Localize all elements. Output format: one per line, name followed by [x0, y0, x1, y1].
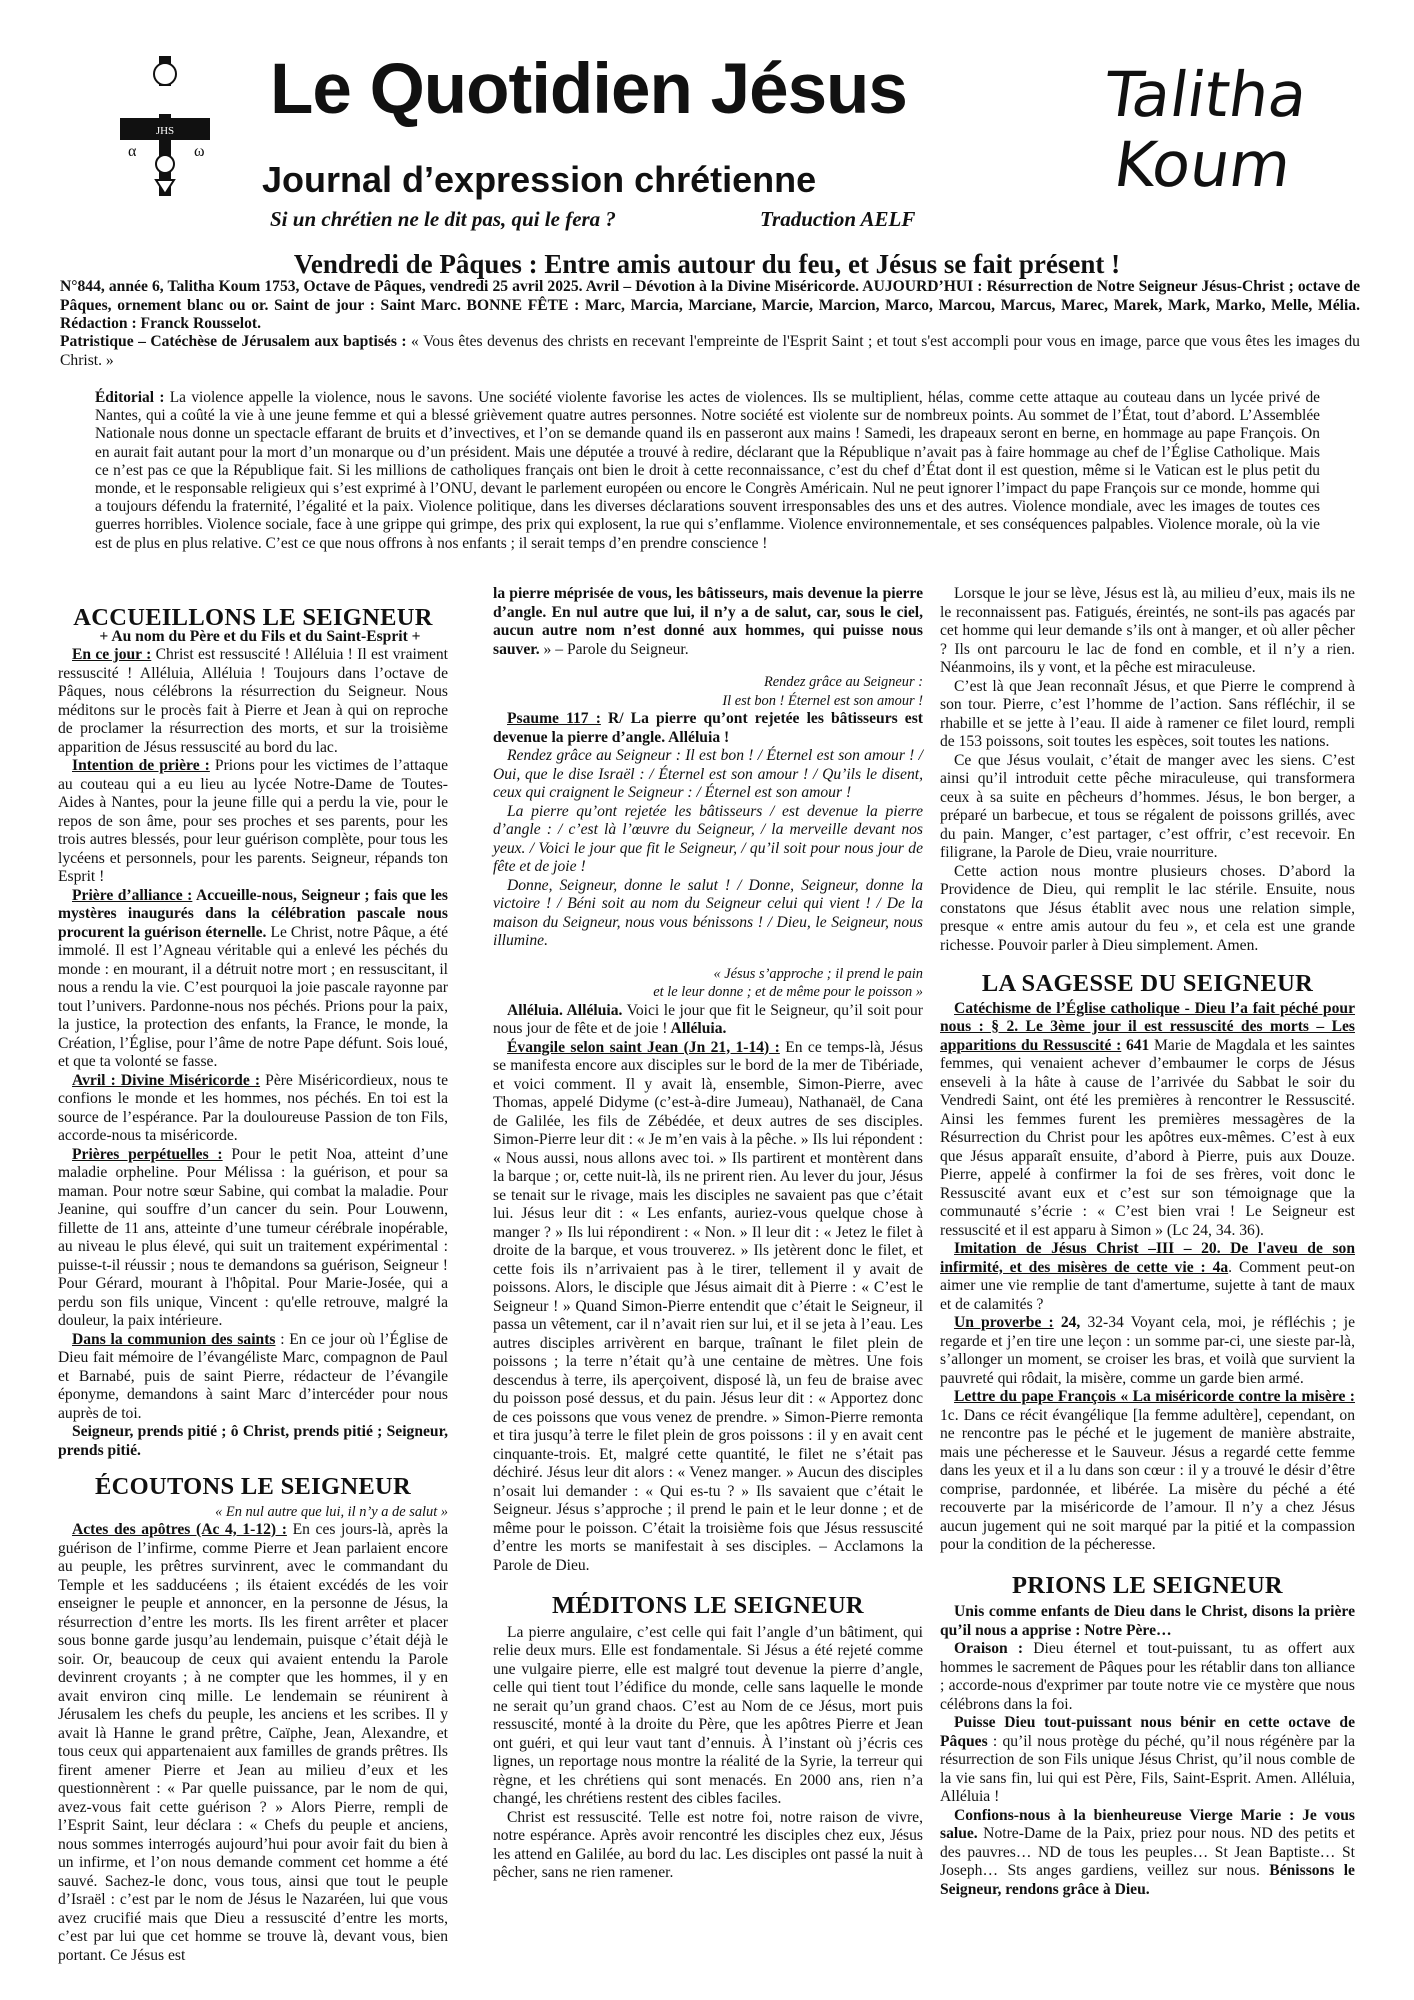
evangile-text: En ce temps-là, Jésus se manifesta encore aux disciples sur le bord de la mer de Tibériade, et voici comment. Il y avait là, ensemble, Simon-Pierre, avec Thomas, appelé Didyme (c’est-à-dire Jumeau), Nathanaël, de Cana de Galilée, les fils de Zébédée, et deux autres de ses disciples. Simon-Pierre leur dit : « Je m’en vais à la pêche. » Ils lui répondent : « Nous aussi, nous allons avec toi. » Ils partirent et montèrent dans la barque ; or, cette nuit-là, ils ne prirent rien. Au lever du jour, Jésus se tenait sur le rivage, mais les disciples ne savaient pas que c’était lui. Jésus leur dit : « Les enfants, auriez-vous quelque chose à manger ? » Ils lui répondirent : « Non. » Il leur dit : « Jetez le filet à droite de la barque, et vous trouverez. » Ils jetèrent donc le filet, et cette fois ils n’arrivaient pas à le tirer, tellement il y avait de poissons. Alors, le disciple que Jésus aimait dit à Pierre : « C’est le Seigneur ! » Quand Simon-Pierre entendit que c’était le Seigneur, il passa un vêtement, car il n’avait rien sur lui, et il se jeta à l’eau. Les autres disciples arrivèrent en barque, traînant le filet plein de poissons ; la terre n’était qu’à une centaine de mètres. Une fois descendus à terre, ils aperçoivent, disposé là, un feu de braise avec du poisson posé dessus, et du pain. Jésus leur dit : « Apportez donc de ces poissons que vous venez de prendre. » Simon-Pierre remonta et tira jusqu’à terre le filet plein de gros poissons : il y en avait cent cinquante-trois. Et, malgré cette quantité, le filet ne s’était pas déchiré. Jésus leur dit alors : « Venez manger. » Aucun des disciples n’osait lui demander : « Qui es-tu ? » Ils savaient que c’était le Seigneur. Jésus s’approche ; il prend le pain et le leur donne ; et de même pour le poisson. C’était la troisième fois que Jésus ressuscité d’entre les morts se manifestait à ses disciples. – Acclamons la Parole de Dieu.: [493, 1038, 923, 1574]
perp-label: Prières perpétuelles :: [72, 1145, 223, 1163]
alliance: [58, 887, 448, 1072]
lettre-pape: [940, 1388, 1355, 1555]
alleluia: [493, 1002, 923, 1039]
medite-p2: Christ est ressuscité. Telle est notre foi, notre raison de vivre, notre espérance. Après avoir rencontré les disciples chez eux, Jésus les attend en Galilée, au bord du lac. Les disciples ont passé la nuit à pêcher, sans ne rien ramener.: [493, 1808, 923, 1881]
heading-meditons: MÉDITONS LE SEIGNEUR: [552, 1592, 864, 1619]
psaume-verse-2: La pierre qu’ont rejetée les bâtisseurs / est devenue la pierre d’angle : / c’est là l’œuvre du Seigneur, / la merveille devant nos yeux. / Voici le jour que fit le Seigneur, / qu’il soit pour nous jour de fête et de joie !: [493, 802, 923, 875]
proverbe-text: 32-34 Voyant cela, moi, je réfléchis ; je regarde et j’en tire une leçon : un somme par-ci, une sieste par-là, s’allonger un moment, se croiser les bras, et voilà que survient la pauvreté qui rôdait, la misère, comme un garde bien armé.: [940, 1314, 1356, 1387]
actes-end-bold: la pierre méprisée de vous, les bâtisseurs, mais devenue la pierre d’angle. En nul autre que lui, il n’y a de salut, car, sous le ciel, aucun autre nom n’est donné aux hommes, qui puisse nous sauver.: [493, 585, 923, 658]
psaume-quote-2: Il est bon ! Éternel est son amour !: [722, 692, 923, 709]
cross-logo: [120, 56, 210, 196]
en-ce-jour-label: En ce jour :: [72, 646, 152, 663]
oraison-text: Dieu éternel et tout-puissant, tu as offert aux hommes le sacrement de Pâques pour les rétablir dans ton alliance ; accorde-nous d'exprimer par toute notre vie ce mystère que nous célébrons dans la foi.: [940, 1640, 1355, 1713]
communion-label: Dans la communion des saints: [72, 1330, 276, 1348]
intention: [58, 757, 448, 887]
lettre-pape-text: 1c. Dans ce récit évangélique [la femme adultère], cependant, on ne rencontre pas le péché et le jugement de manière abstraite, mais une pécheresse et le Sauveur. Jésus a regardé cette femme dans les yeux et il a lu dans son cœur : il y a trouvé le désir d’être comprise, pardonnée, et libérée. La misère du péché a été recouverte par la miséricorde de l’amour. Il n’y a chez Jésus aucun jugement qui ne soit marqué par la pitié et la compassion pour la condition de la pécheresse.: [940, 1406, 1355, 1553]
litanie: Seigneur, prends pitié ; ô Christ, prends pitié ; Seigneur, prends pitié.: [58, 1423, 448, 1459]
invocation: + Au nom du Père et du Fils et du Saint-Esprit +: [99, 627, 421, 645]
column-1: [58, 585, 448, 1965]
evangile-quote-1: « Jésus s’approche ; il prend le pain: [713, 965, 923, 982]
evangile: [493, 1039, 923, 1576]
actes-label: Actes des apôtres (Ac 4, 1-12) :: [72, 1521, 287, 1538]
editorial-text: La violence appelle la violence, nous le savons. Une société violente favorise les actes de violences. Ils se multiplient, hélas, comme cette attaque au couteau dans un lycée privé de Nantes, qui a coûté la vie à une jeune femme et qui a blessé grièvement quatre autres personnes. Notre société est violente sur de nombreux points. Au sommet de l’État, tout d’abord. L’Assemblée Nationale nous donne un spectacle effarant de bruits et d’invectives, et l’on se demande quand ils en passeront aux mains ! Samedi, les drapeaux seront en berne, en hommage au pape François. On en aurait fait autant pour la mort d’un monarque ou d’un président. Mais une députée a trouvé à redire, déclarant que la République n’avait pas à faire hommage au chef de l’Église Catholique. Mais ce n’est pas ce que la République fait. Si les millions de catholiques français ont bien le droit à cette reconnaissance, c’est du chef d’État dont il est question, même si le Vatican est le plus petit du monde, et le responsable religieux qui s’est exprimé à l’ONU, devant le parlement européen ou encore le Congrès Américain. Nul ne peut ignorer l’impact du pape François sur ce monde, homme qui a toujours défendu la fraternité, l’égalité et la paix. Violence politique, dans les diverses déclarations souvent irresponsables des uns et des autres. Violence mondiale, avec les images de toutes ces guerres horribles. Violence sociale, face à une grippe qui grimpe, des prix qui explosent, la rue qui s’enflamme. Violence environnementale, et ses conséquences palpables. Violence morale, où la vie est de plus en plus relative. C’est ce que nous offrons à nos enfants ; il serait temps d’en prendre conscience !: [95, 389, 1321, 552]
actes-text: En ces jours-là, après la guérison de l’infirme, comme Pierre et Jean parlaient encore au peuple, les prêtres survinrent, avec le commandant du Temple et les sadducéens ; ils étaient excédés de les voir enseigner le peuple et annoncer, en la personne de Jésus, la résurrection d’entre les morts. Ils les firent arrêter et placer sous bonne garde jusqu’au lendemain, puisque c’était déjà le soir. Or, beaucoup de ceux qui avaient entendu la Parole devinrent croyants ; à ne compter que les hommes, il y en avait environ cinq mille. Le lendemain se réunirent à Jérusalem les chefs du peuple, les anciens et les scribes. Il y avait là Hanne le grand prêtre, Caïphe, Jean, Alexandre, et tous ceux qui appartenaient aux familles de grands prêtres. Ils firent amener Pierre et Jean au milieu d’eux et les questionnèrent : « Par quelle puissance, par le nom de qui, avez-vous fait cette guérison ? » Alors Pierre, rempli de l’Esprit Saint, leur déclara : « Chefs du peuple et anciens, nous sommes interrogés aujourd’hui pour avoir fait du bien à un infirme, et l’on nous demande comment cet homme a été sauvé. Sachez-le donc, vous tous, ainsi que tout le peuple d’Israël : c’est par le nom de Jésus le Nazaréen, lui que vous avez crucifié mais que Dieu a ressuscité d’entre les morts, c’est par lui que cet homme se trouve là, devant vous, bien portant. Ce Jésus est: [58, 1521, 449, 1964]
benediction: [940, 1714, 1355, 1807]
psaume-quote-1: Rendez grâce au Seigneur :: [763, 674, 923, 690]
masthead-subtitle: Journal d’expression chrétienne: [262, 159, 817, 200]
psaume: [493, 710, 923, 747]
proverbe-num: 24,: [1053, 1314, 1081, 1331]
issue-info: N°844, année 6, Talitha Koum 1753, Octave de Pâques, vendredi 25 avril 2025. Avril – Dévotion à la Divine Miséricorde. AUJOURD’HUI : Résurrection de Notre Seigneur Jésus-Christ ; octave de Pâques, ornement blanc ou or. Saint de jour : Saint Marc. BONNE FÊTE : Marc, Marcia, Marciane, Marcie, Marcion, Marco, Marcou, Marcus, Marec, Marek, Mark, Marko, Melle, Mélia. Rédaction : Franck Rousselot.: [60, 278, 1360, 332]
headline: Vendredi de Pâques : Entre amis autour du feu, et Jésus se fait présent !: [293, 249, 1121, 279]
avril-label: Avril : Divine Miséricorde :: [72, 1071, 261, 1089]
masthead-title: Le Quotidien Jésus: [270, 50, 907, 129]
communion: [58, 1331, 448, 1424]
catechisme: [940, 1000, 1355, 1241]
medite-p3: Lorsque le jour se lève, Jésus est là, au milieu d’eux, mais ils ne le reconnaissent pas. Fatigués, éreintés, ne sont-ils pas agacés par cet homme qui leur demande s’ils ont à manger, et où aller pêcher ? Ils ont parcouru le lac de fond en comble, et il n’y a rien. Néanmoins, ils y vont, et la pêche est miraculeuse.: [940, 585, 1355, 676]
actes-end-tail: » – Parole du Seigneur.: [539, 640, 689, 658]
benediction-text: : qu’il nous protège du péché, qu’il nous régénère par la résurrection de son Fils unique Jésus Christ, qu’il nous comble de la vie sans fin, lui qui est Père, Fils, Saint-Esprit. Amen. Alléluia, Alléluia !: [940, 1732, 1355, 1805]
oraison: [940, 1640, 1355, 1714]
column-3: [940, 585, 1355, 1899]
masthead-tagline: Si un chrétien ne le dit pas, qui le fera ?: [270, 207, 616, 231]
talitha-koum-logo: [1099, 58, 1335, 201]
editorial-label: Éditorial :: [95, 389, 165, 406]
column-2: [493, 585, 923, 1883]
catechisme-num: 641: [1121, 1036, 1150, 1054]
alleluia-bold: Alléluia. Alléluia.: [507, 1001, 623, 1019]
cross-jhs: JHS: [155, 125, 175, 137]
catechisme-label: Catéchisme de l’Église catholique - Dieu l’a fait péché pour nous : § 2. Le 3ème jour il est ressuscité des morts – Les apparitions du Ressuscité :: [940, 999, 1355, 1054]
proverbe: [940, 1314, 1355, 1388]
proverbe-label: Un proverbe :: [954, 1314, 1054, 1331]
confions-end: Bénissons le Seigneur, rendons grâce à Dieu.: [940, 1862, 1355, 1898]
en-ce-jour: [58, 646, 448, 757]
omega-glyph: ω: [194, 143, 205, 160]
en-ce-jour-text: Christ est ressuscité ! Alléluia ! Il est vraiment ressuscité ! Alléluia, Alléluia ! Toujours dans l’octave de Pâques, nous célébrons la résurrection du Seigneur. Nous méditons sur le procès fait à Pierre et Jean à qui on reproche de proclamer la résurrection des morts, et sur la troisième apparition de Jésus ressuscité au bord du lac.: [58, 646, 449, 756]
medite-p5: Ce que Jésus voulait, c’était de manger avec les siens. C’est ainsi qu’il introduit cette pêche miraculeuse, qui transformera ceux à sa suite en pêcheurs d’hommes. Jésus, le bon berger, a préparé un barbecue, et tous se régalent de poissons grillés, avec du pain. Manger, c’est partager, c’est offrir, c’est recevoir. En filigrane, la Parole de Dieu, vraie nourriture.: [940, 751, 1355, 861]
confions-text: Notre-Dame de la Paix, priez pour nous. ND des petits et des pauvres… ND de tous les peuples… St Jean Baptiste… St Joseph… Sts anges gardiens, veillez sur nous.: [940, 1825, 1355, 1879]
medite-p6: Cette action nous montre plusieurs choses. D’abord la Providence de Dieu, qui remplit le lac stérile. Ensuite, nous constatons que Jésus établit avec nous une relation simple, presque « entre amis autour du feu », et cela est une grande richesse. Pouvoir parler à Dieu simplement. Amen.: [940, 862, 1355, 954]
editorial: [95, 389, 1320, 553]
evangile-label: Évangile selon saint Jean (Jn 21, 1-14) :: [507, 1038, 780, 1056]
ecoute-quote: « En nul autre que lui, il n’y a de salut »: [215, 1503, 448, 1520]
lettre-pape-label: Lettre du pape François « La miséricorde contre la misère :: [954, 1388, 1355, 1405]
patristique-text: « Vous êtes devenus des christs en recevant l'empreinte de l'Esprit Saint ; et tout s'est accompli pour vous en image, parce que vous êtes les images du Christ. »: [60, 333, 1360, 369]
avril-text: Père Miséricordieux, nous te confions le monde et les hommes, nos péchés. En toi est la source de l’espérance. Par la douloureuse Passion de ton Fils, accorde-nous ta miséricorde.: [58, 1071, 448, 1144]
imitation-text: . Comment peut-on aimer une vie remplie de tant d'amertume, sujette à tant de maux et de calamités ?: [940, 1258, 1355, 1313]
imitation: [940, 1240, 1355, 1314]
notre-pere: Unis comme enfants de Dieu dans le Christ, disons la prière qu’il nous a apprise : Notre Père…: [940, 1603, 1355, 1639]
perp-text: Pour le petit Noa, atteint d’une maladie orpheline. Pour Mélissa : la guérison, et pour sa maman. Pour notre sœur Sabine, qui combat la maladie. Pour Jeanine, qui souffre d’un cancer du sein. Pour Louwenn, fillette de 11 ans, atteinte d’une tumeur cérébrale inopérable, au niveau le plus élevé, qui suit un traitement expérimental : puisse-t-il réussir ; nous te demandons sa guérison, Seigneur ! Pour Gérard, mourant à l'hôpital. Pour Marie-Josée, qui a perdu son fils unique, Vincent : qu'elle retrouve, malgré la douleur, la paix intérieure.: [58, 1145, 448, 1329]
heading-ecoutons: ÉCOUTONS LE SEIGNEUR: [95, 1473, 411, 1500]
communion-text: : En ce jour où l’Église de Dieu fait mémoire de l’évangéliste Marc, compagnon de Paul et Barnabé, puis de saint Pierre, rédacteur de l’évangile éponyme, demandons à saint Marc d’intercéder pour nous auprès de toi.: [58, 1330, 448, 1422]
patristique-label: Patristique – Catéchèse de Jérusalem aux baptisés :: [60, 333, 407, 350]
patristique: [60, 333, 1360, 370]
alleluia-text: Voici le jour que fit le Seigneur, qu’il soit pour nous jour de fête et de joie !: [493, 1001, 923, 1037]
prieres-perpetuelles: [58, 1146, 448, 1331]
brand-line-2: Koum: [1109, 128, 1296, 201]
actes-end: [493, 585, 923, 659]
confions-bold: Confions-nous à la bienheureuse Vierge Marie : Je vous salue.: [940, 1806, 1355, 1842]
oraison-label: Oraison :: [954, 1640, 1024, 1657]
alliance-text: Le Christ, notre Pâque, a été immolé. Il est l’Agneau véritable qui a enlevé les péchés du monde : en mourant, il a détruit notre mort ; en ressuscitant, il nous a rendu la vie. C’est pourquoi la joie pascale rayonne par tout l’univers. Pardonne-nous nos péchés. Prions pour la paix, la justice, la protection des enfants, la France, le monde, la Création, l’Église, pour l’âme de notre Pape défunt. Sois loué, et que ta volonté se fasse.: [58, 923, 448, 1070]
medite-p4: C’est là que Jean reconnaît Jésus, et que Pierre le comprend à son tour. Pierre, c’est l’homme de l’action. Sans réfléchir, il se rhabille et se jette à l’eau. Il aide à ramener ce filet lourd, rempli de 153 poissons, soit toutes les espèces, soit toutes les nations.: [940, 677, 1355, 750]
intention-label: Intention de prière :: [72, 757, 210, 774]
alpha-glyph: α: [128, 143, 137, 160]
actes: [58, 1521, 448, 1965]
psaume-verse-3: Donne, Seigneur, donne le salut ! / Donne, Seigneur, donne la victoire ! / Béni soit au nom du Seigneur celui qui vient ! / De la maison du Seigneur, nous vous bénissons ! / Dieu, le Seigneur, nous illumine.: [493, 876, 923, 949]
confions: [940, 1807, 1355, 1900]
psaume-refrain: R/ La pierre qu’ont rejetée les bâtisseurs est devenue la pierre d’angle. Alléluia !: [493, 710, 923, 746]
medite-p1: La pierre angulaire, c’est celle qui fait l’angle d’un bâtiment, qui relie deux murs. Elle est fondamentale. Si Jésus a été rejeté comme une vulgaire pierre, elle est malgré tout devenue la pierre d’angle, celle qui tient tout l’édifice du monde, celle sans laquelle le monde ne serait qu’un grand chaos. C’est au Nom de ce Jésus, mort puis ressuscité, monté à la droite du Père, que les apôtres Pierre et Jean ont guéri, et qui leur vaut tant d’ennuis. À l’instant où j’écris ces lignes, un reportage nous montre la réalité de la Syrie, la terreur qui règne, et les chrétiens qui sont menacés. En 2000 ans, rien n’a changé, les chrétiens restent des cibles faciles.: [493, 1623, 923, 1807]
heading-prions: PRIONS LE SEIGNEUR: [1012, 1571, 1283, 1599]
psaume-label: Psaume 117 :: [507, 710, 601, 727]
alleluia-end: Alléluia.: [667, 1020, 727, 1037]
alliance-label: Prière d’alliance :: [72, 886, 193, 904]
brand-line-1: Talitha: [1099, 58, 1312, 131]
heading-accueillons: ACCUEILLONS LE SEIGNEUR: [73, 604, 433, 631]
intention-text: Prions pour les victimes de l’attaque au couteau qui a eu lieu au lycée Notre-Dame de Toutes-Aides à Nantes, pour la jeune fille qui a perdu la vie, pour le repos de son âme, pour ses proches et ses parents, pour les trois autres blessés, pour leur guérison complète, pour tous les lycéens et personnels, pour les parents. Seigneur, répands ton Esprit !: [58, 757, 448, 885]
benediction-bold: Puisse Dieu tout-puissant nous bénir en cette octave de Pâques: [940, 1714, 1355, 1750]
heading-sagesse: LA SAGESSE DU SEIGNEUR: [981, 970, 1314, 997]
alliance-bold: Accueille-nous, Seigneur ; fais que les mystères inaugurés dans la célébration pascale nous procurent la guérison éternelle.: [58, 886, 448, 941]
catechisme-text: Marie de Magdala et les saintes femmes, qui venaient achever d’embaumer le corps de Jésus enseveli à la hâte à cause de l’arrivée du Sabbat le soir du Vendredi Saint, ont été les premières à rencontrer le Ressuscité. Ainsi les femmes furent les premières messagères de la Résurrection du Christ pour les apôtres eux-mêmes. C’est à eux que Jésus apparaît ensuite, d’abord à Pierre, puis aux Douze. Pierre, appelé à confirmer la foi de ses frères, voit donc le Ressuscité avant eux et c’est sur son témoignage que la communauté s’écrie : « C’est bien vrai ! Le Seigneur est ressuscité et il est apparu à Simon » (Lc 24, 34. 36).: [940, 1036, 1355, 1239]
imitation-label: Imitation de Jésus Christ –III – 20. De l'aveu de son infirmité, et des misères de cette vie : 4a: [940, 1240, 1355, 1276]
translation-credit: Traduction AELF: [760, 207, 916, 231]
psaume-verse-1: Rendez grâce au Seigneur : Il est bon ! / Éternel est son amour ! / Oui, que le dise Israël : / Éternel est son amour ! / Qu’ils le disent, ceux qui craignent le Seigneur : / Éternel est son amour !: [493, 747, 923, 801]
evangile-quote-2: et le leur donne ; et de même pour le poisson »: [653, 984, 923, 1000]
avril: [58, 1072, 448, 1146]
